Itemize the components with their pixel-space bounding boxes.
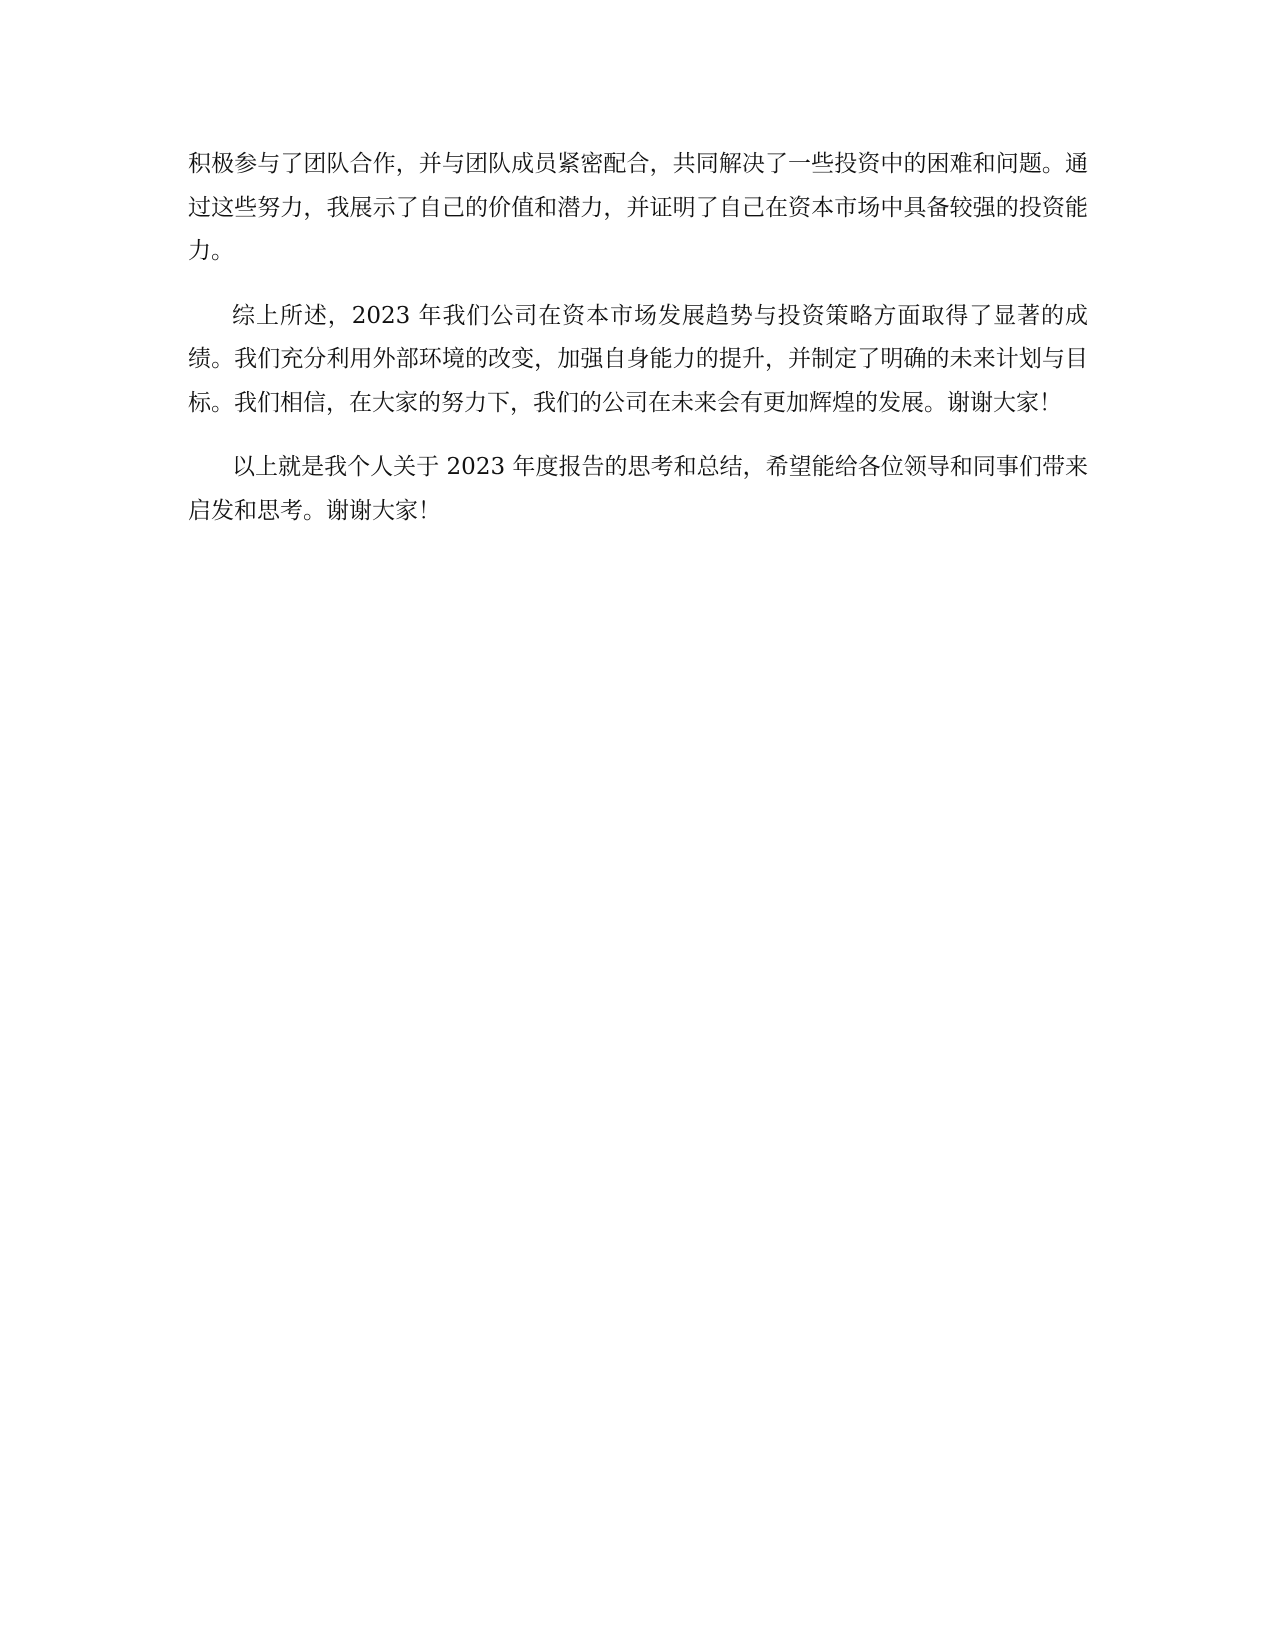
document-body [188, 143, 1088, 554]
paragraph-closing: 以上就是我个人关于 2023 年度报告的思考和总结，希望能给各位领导和同事们带来启发和思考。谢谢大家！ [188, 454, 1088, 524]
paragraph-summary: 综上所述，2023 年我们公司在资本市场发展趋势与投资策略方面取得了显著的成绩。我们充分利用外部环境的改变，加强自身能力的提升，并制定了明确的未来计划与目标。我们相信，在大家的努力下，我们的公司在未来会有更加辉煌的发展。谢谢大家！ [188, 302, 1088, 416]
paragraph-continuation: 积极参与了团队合作，并与团队成员紧密配合，共同解决了一些投资中的困难和问题。通过这些努力，我展示了自己的价值和潜力，并证明了自己在资本市场中具备较强的投资能力。 [188, 151, 1088, 264]
